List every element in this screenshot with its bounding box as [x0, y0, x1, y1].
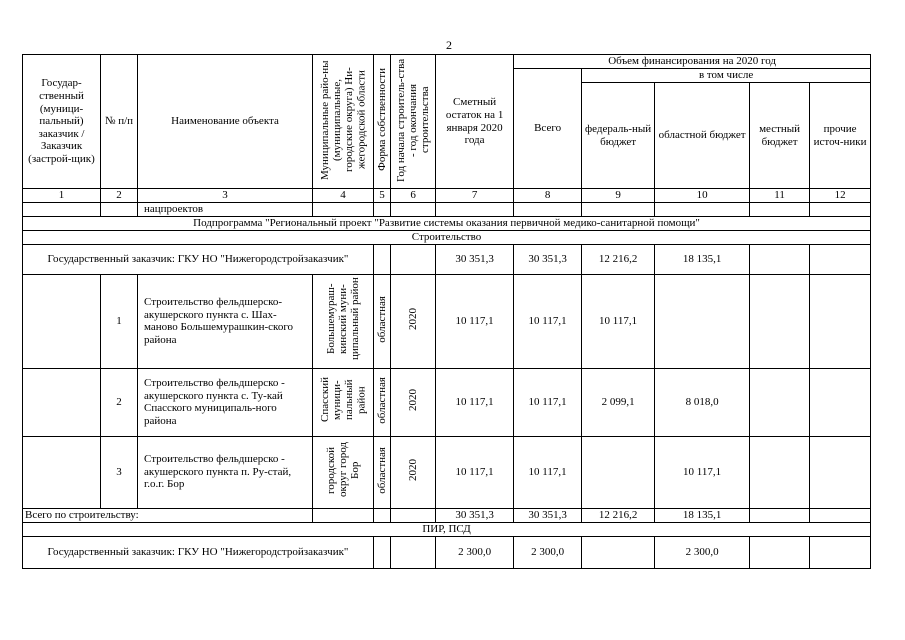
col-number: 3 — [138, 189, 313, 203]
total-value: 30 351,3 — [514, 508, 582, 522]
ownership: областная — [374, 436, 391, 508]
col-number: 12 — [810, 189, 871, 203]
object-name: Строительство фельдшерско - акушерского пункта п. Ру-стай, г.о.г. Бор — [138, 436, 313, 508]
header-years: Год начала строитель-ства - год окончания строительства — [391, 55, 436, 189]
federal-value — [582, 436, 655, 508]
total-value: 30 351,3 — [514, 244, 582, 274]
district: городской округ город Бор — [313, 436, 374, 508]
district: Большемураш-кинский муни-ципальный район — [313, 274, 374, 368]
col-number: 4 — [313, 189, 374, 203]
federal-value: 12 216,2 — [582, 244, 655, 274]
header-including: в том числе — [582, 69, 871, 83]
customer-row — [23, 244, 871, 274]
customer-label: Государственный заказчик: ГКУ НО "Нижегородстройзаказчик" — [23, 536, 374, 568]
regional-value — [655, 274, 750, 368]
total-value: 10 117,1 — [514, 274, 582, 368]
regional-value: 10 117,1 — [655, 436, 750, 508]
financing-table — [22, 54, 871, 569]
header-local: местный бюджет — [750, 83, 810, 189]
header-other: прочие источ-ники — [810, 83, 871, 189]
col-number: 1 — [23, 189, 101, 203]
header-total: Всего — [514, 69, 582, 189]
estimate-value: 10 117,1 — [436, 368, 514, 436]
col-number: 2 — [101, 189, 138, 203]
regional-value: 18 135,1 — [655, 244, 750, 274]
row-number: 3 — [101, 436, 138, 508]
total-value: 10 117,1 — [514, 436, 582, 508]
row-number: 1 — [101, 274, 138, 368]
total-value: 10 117,1 — [514, 368, 582, 436]
district: Спасский муници-пальный район — [313, 368, 374, 436]
header-federal: федераль-ный бюджет — [582, 83, 655, 189]
estimate-value: 30 351,3 — [436, 244, 514, 274]
col-number: 8 — [514, 189, 582, 203]
header-financing: Объем финансирования на 2020 год — [514, 55, 871, 69]
header-district: Муниципальные райо-ны (муниципальные, городские округа) Ни-жегородской области — [313, 55, 374, 189]
regional-value: 8 018,0 — [655, 368, 750, 436]
federal-value: 10 117,1 — [582, 274, 655, 368]
column-numbers-row — [23, 189, 871, 203]
table-row — [23, 274, 871, 368]
total-row — [23, 508, 871, 522]
regional-value: 18 135,1 — [655, 508, 750, 522]
header-name: Наименование объекта — [138, 55, 313, 189]
ownership: областная — [374, 368, 391, 436]
section-row — [23, 522, 871, 536]
header-estimate: Сметный остаток на 1 января 2020 года — [436, 55, 514, 189]
year: 2020 — [391, 368, 436, 436]
estimate-value: 10 117,1 — [436, 436, 514, 508]
customer-label: Государственный заказчик: ГКУ НО "Нижегородстройзаказчик" — [23, 244, 374, 274]
continuation-row — [23, 203, 871, 217]
section-row — [23, 230, 871, 244]
object-name: Строительство фельдшерско - акушерского пункта с. Ту-кай Спасского муниципаль-ного района — [138, 368, 313, 436]
subprogram-title: Подпрограмма "Региональный проект "Развитие системы оказания первичной медико-санитарной помощи" — [23, 216, 871, 230]
col-number: 10 — [655, 189, 750, 203]
subprogram-row — [23, 216, 871, 230]
table-row — [23, 436, 871, 508]
object-name: Строительство фельдшерско-акушерского пункта с. Шах-маново Большемурашкин-ского района — [138, 274, 313, 368]
total-label: Всего по строительству: — [23, 508, 313, 522]
estimate-value: 30 351,3 — [436, 508, 514, 522]
total-value: 2 300,0 — [514, 536, 582, 568]
col-number: 7 — [436, 189, 514, 203]
col-number: 11 — [750, 189, 810, 203]
page-number: 2 — [446, 38, 452, 52]
regional-value: 2 300,0 — [655, 536, 750, 568]
year: 2020 — [391, 274, 436, 368]
col-number: 5 — [374, 189, 391, 203]
federal-value: 2 099,1 — [582, 368, 655, 436]
section-construction: Строительство — [23, 230, 871, 244]
header-ownership: Форма собственности — [374, 55, 391, 189]
row-number: 2 — [101, 368, 138, 436]
header-num: № п/п — [101, 55, 138, 189]
table-row — [23, 368, 871, 436]
ownership: областная — [374, 274, 391, 368]
estimate-value: 2 300,0 — [436, 536, 514, 568]
customer-row — [23, 536, 871, 568]
continuation-text: нацпроектов — [138, 203, 313, 217]
col-number: 9 — [582, 189, 655, 203]
header-regional: областной бюджет — [655, 83, 750, 189]
estimate-value: 10 117,1 — [436, 274, 514, 368]
year: 2020 — [391, 436, 436, 508]
section-pir: ПИР, ПСД — [23, 522, 871, 536]
header-customer: Государ-ственный (муници-пальный) заказчик / Заказчик (застрой-щик) — [23, 55, 101, 189]
col-number: 6 — [391, 189, 436, 203]
federal-value: 12 216,2 — [582, 508, 655, 522]
